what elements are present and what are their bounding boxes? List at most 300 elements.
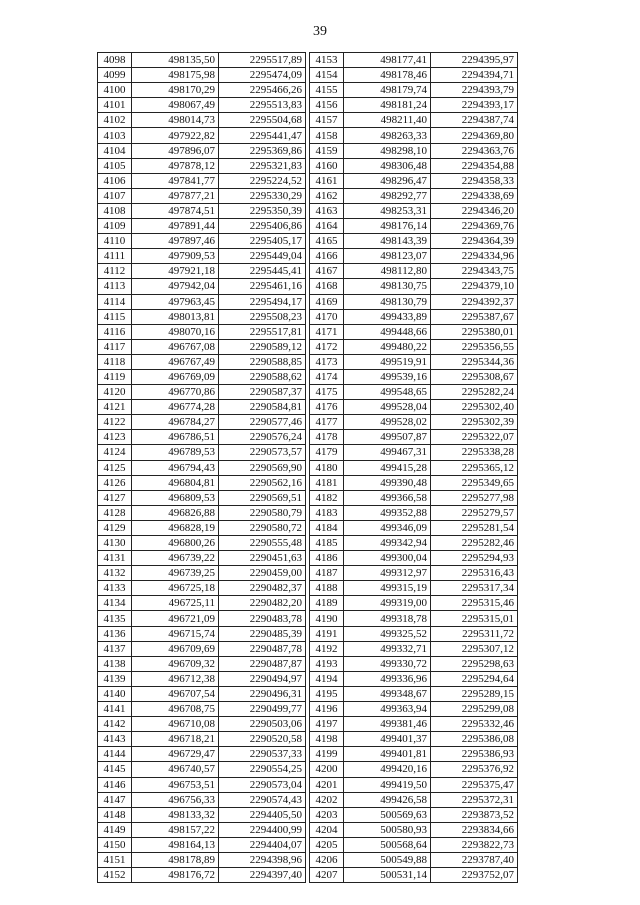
- y-coordinate-cell: 2290574,43: [219, 792, 306, 807]
- y-coordinate-cell: 2295387,67: [431, 309, 518, 324]
- y-coordinate-cell: 2295332,46: [431, 717, 518, 732]
- y-coordinate-cell: 2294334,96: [431, 249, 518, 264]
- x-coordinate-cell: 499348,67: [344, 686, 431, 701]
- point-number-cell: 4138: [98, 656, 132, 671]
- x-coordinate-cell: 496767,49: [132, 354, 219, 369]
- point-number-cell: 4163: [310, 203, 344, 218]
- y-coordinate-cell: 2295311,72: [431, 626, 518, 641]
- x-coordinate-cell: 498306,48: [344, 158, 431, 173]
- point-number-cell: 4165: [310, 234, 344, 249]
- x-coordinate-cell: 499480,22: [344, 339, 431, 354]
- x-coordinate-cell: 496739,22: [132, 551, 219, 566]
- table-row: [310, 868, 518, 883]
- x-coordinate-cell: 497878,12: [132, 158, 219, 173]
- point-number-cell: 4119: [98, 369, 132, 384]
- x-coordinate-cell: 497897,46: [132, 234, 219, 249]
- table-row: [98, 68, 306, 83]
- point-number-cell: 4126: [98, 475, 132, 490]
- x-coordinate-cell: 497909,53: [132, 249, 219, 264]
- table-row: [310, 852, 518, 867]
- y-coordinate-cell: 2290499,77: [219, 702, 306, 717]
- table-row: [310, 656, 518, 671]
- page-number: 39: [313, 24, 327, 39]
- y-coordinate-cell: 2294343,75: [431, 264, 518, 279]
- table-row: [98, 581, 306, 596]
- x-coordinate-cell: 496710,08: [132, 717, 219, 732]
- table-row: [98, 324, 306, 339]
- point-number-cell: 4110: [98, 234, 132, 249]
- x-coordinate-cell: 498298,10: [344, 143, 431, 158]
- point-number-cell: 4200: [310, 762, 344, 777]
- x-coordinate-cell: 499419,50: [344, 777, 431, 792]
- table-row: [98, 219, 306, 234]
- y-coordinate-cell: 2290562,16: [219, 475, 306, 490]
- point-number-cell: 4175: [310, 385, 344, 400]
- y-coordinate-cell: 2294395,97: [431, 53, 518, 68]
- point-number-cell: 4164: [310, 219, 344, 234]
- x-coordinate-cell: 498181,24: [344, 98, 431, 113]
- table-row: [310, 234, 518, 249]
- y-coordinate-cell: 2294404,07: [219, 837, 306, 852]
- table-row: [98, 822, 306, 837]
- x-coordinate-cell: 498176,72: [132, 868, 219, 883]
- y-coordinate-cell: 2294393,79: [431, 83, 518, 98]
- table-row: [310, 566, 518, 581]
- y-coordinate-cell: 2295349,65: [431, 475, 518, 490]
- y-coordinate-cell: 2294379,10: [431, 279, 518, 294]
- point-number-cell: 4142: [98, 717, 132, 732]
- x-coordinate-cell: 497963,45: [132, 294, 219, 309]
- point-number-cell: 4153: [310, 53, 344, 68]
- x-coordinate-cell: 499548,65: [344, 385, 431, 400]
- x-coordinate-cell: 499325,52: [344, 626, 431, 641]
- x-coordinate-cell: 499315,19: [344, 581, 431, 596]
- x-coordinate-cell: 497922,82: [132, 128, 219, 143]
- table-row: [310, 490, 518, 505]
- table-row: [98, 249, 306, 264]
- x-coordinate-cell: 497891,44: [132, 219, 219, 234]
- point-number-cell: 4201: [310, 777, 344, 792]
- x-coordinate-cell: 499390,48: [344, 475, 431, 490]
- x-coordinate-cell: 498179,74: [344, 83, 431, 98]
- x-coordinate-cell: 498014,73: [132, 113, 219, 128]
- point-number-cell: 4118: [98, 354, 132, 369]
- point-number-cell: 4098: [98, 53, 132, 68]
- x-coordinate-cell: 499401,81: [344, 747, 431, 762]
- table-row: [310, 98, 518, 113]
- y-coordinate-cell: 2295449,04: [219, 249, 306, 264]
- table-row: [310, 324, 518, 339]
- table-row: [310, 264, 518, 279]
- table-row: [310, 717, 518, 732]
- y-coordinate-cell: 2290482,37: [219, 581, 306, 596]
- table-row: [310, 807, 518, 822]
- x-coordinate-cell: 499346,09: [344, 520, 431, 535]
- table-row: [310, 128, 518, 143]
- table-row: [98, 203, 306, 218]
- point-number-cell: 4101: [98, 98, 132, 113]
- x-coordinate-cell: 498211,40: [344, 113, 431, 128]
- table-row: [98, 158, 306, 173]
- point-number-cell: 4128: [98, 505, 132, 520]
- table-row: [98, 415, 306, 430]
- x-coordinate-cell: 496784,27: [132, 415, 219, 430]
- table-row: [98, 626, 306, 641]
- y-coordinate-cell: 2295322,07: [431, 430, 518, 445]
- point-number-cell: 4191: [310, 626, 344, 641]
- point-number-cell: 4113: [98, 279, 132, 294]
- table-row: [98, 490, 306, 505]
- point-number-cell: 4198: [310, 732, 344, 747]
- y-coordinate-cell: 2290485,39: [219, 626, 306, 641]
- y-coordinate-cell: 2295376,92: [431, 762, 518, 777]
- table-row: [310, 762, 518, 777]
- table-row: [98, 762, 306, 777]
- coordinates-table-left-body: [98, 53, 306, 883]
- table-row: [310, 415, 518, 430]
- table-row: [310, 369, 518, 384]
- point-number-cell: 4187: [310, 566, 344, 581]
- y-coordinate-cell: 2294405,50: [219, 807, 306, 822]
- y-coordinate-cell: 2295321,83: [219, 158, 306, 173]
- x-coordinate-cell: 498135,50: [132, 53, 219, 68]
- y-coordinate-cell: 2290451,63: [219, 551, 306, 566]
- table-row: [98, 747, 306, 762]
- point-number-cell: 4168: [310, 279, 344, 294]
- point-number-cell: 4170: [310, 309, 344, 324]
- x-coordinate-cell: 499352,88: [344, 505, 431, 520]
- point-number-cell: 4199: [310, 747, 344, 762]
- y-coordinate-cell: 2294387,74: [431, 113, 518, 128]
- table-row: [310, 686, 518, 701]
- x-coordinate-cell: 498067,49: [132, 98, 219, 113]
- table-row: [98, 807, 306, 822]
- y-coordinate-cell: 2294369,80: [431, 128, 518, 143]
- y-coordinate-cell: 2295445,41: [219, 264, 306, 279]
- y-coordinate-cell: 2294338,69: [431, 188, 518, 203]
- point-number-cell: 4140: [98, 686, 132, 701]
- table-row: [98, 777, 306, 792]
- y-coordinate-cell: 2290503,06: [219, 717, 306, 732]
- y-coordinate-cell: 2295517,81: [219, 324, 306, 339]
- y-coordinate-cell: 2295369,86: [219, 143, 306, 158]
- x-coordinate-cell: 499332,71: [344, 641, 431, 656]
- table-row: [310, 671, 518, 686]
- point-number-cell: 4145: [98, 762, 132, 777]
- y-coordinate-cell: 2295386,93: [431, 747, 518, 762]
- point-number-cell: 4184: [310, 520, 344, 535]
- y-coordinate-cell: 2290520,58: [219, 732, 306, 747]
- table-row: [98, 188, 306, 203]
- table-row: [310, 294, 518, 309]
- y-coordinate-cell: 2295406,86: [219, 219, 306, 234]
- y-coordinate-cell: 2295350,39: [219, 203, 306, 218]
- table-row: [310, 581, 518, 596]
- y-coordinate-cell: 2295308,67: [431, 369, 518, 384]
- table-row: [98, 173, 306, 188]
- table-row: [98, 717, 306, 732]
- point-number-cell: 4176: [310, 400, 344, 415]
- x-coordinate-cell: 499539,16: [344, 369, 431, 384]
- table-row: [98, 596, 306, 611]
- y-coordinate-cell: 2294394,71: [431, 68, 518, 83]
- table-row: [310, 837, 518, 852]
- table-row: [98, 641, 306, 656]
- table-row: [98, 264, 306, 279]
- x-coordinate-cell: 499300,04: [344, 551, 431, 566]
- table-row: [98, 83, 306, 98]
- table-row: [98, 143, 306, 158]
- x-coordinate-cell: 499401,37: [344, 732, 431, 747]
- x-coordinate-cell: 499507,87: [344, 430, 431, 445]
- point-number-cell: 4111: [98, 249, 132, 264]
- y-coordinate-cell: 2294369,76: [431, 219, 518, 234]
- x-coordinate-cell: 498143,39: [344, 234, 431, 249]
- x-coordinate-cell: 496828,19: [132, 520, 219, 535]
- x-coordinate-cell: 499381,46: [344, 717, 431, 732]
- y-coordinate-cell: 2290584,81: [219, 400, 306, 415]
- x-coordinate-cell: 498070,16: [132, 324, 219, 339]
- y-coordinate-cell: 2295405,17: [219, 234, 306, 249]
- table-row: [310, 354, 518, 369]
- point-number-cell: 4173: [310, 354, 344, 369]
- point-number-cell: 4182: [310, 490, 344, 505]
- point-number-cell: 4189: [310, 596, 344, 611]
- point-number-cell: 4186: [310, 551, 344, 566]
- x-coordinate-cell: 496712,38: [132, 671, 219, 686]
- table-row: [310, 641, 518, 656]
- y-coordinate-cell: 2295307,12: [431, 641, 518, 656]
- x-coordinate-cell: 496725,18: [132, 581, 219, 596]
- x-coordinate-cell: 496770,86: [132, 385, 219, 400]
- y-coordinate-cell: 2295302,39: [431, 415, 518, 430]
- y-coordinate-cell: 2295372,31: [431, 792, 518, 807]
- x-coordinate-cell: 496774,28: [132, 400, 219, 415]
- point-number-cell: 4203: [310, 807, 344, 822]
- x-coordinate-cell: 496740,57: [132, 762, 219, 777]
- table-row: [310, 445, 518, 460]
- x-coordinate-cell: 497874,51: [132, 203, 219, 218]
- y-coordinate-cell: 2295277,98: [431, 490, 518, 505]
- table-row: [98, 294, 306, 309]
- point-number-cell: 4132: [98, 566, 132, 581]
- y-coordinate-cell: 2290494,97: [219, 671, 306, 686]
- point-number-cell: 4133: [98, 581, 132, 596]
- table-row: [310, 219, 518, 234]
- point-number-cell: 4177: [310, 415, 344, 430]
- x-coordinate-cell: 498296,47: [344, 173, 431, 188]
- x-coordinate-cell: 496725,11: [132, 596, 219, 611]
- y-coordinate-cell: 2290588,62: [219, 369, 306, 384]
- point-number-cell: 4129: [98, 520, 132, 535]
- point-number-cell: 4103: [98, 128, 132, 143]
- point-number-cell: 4158: [310, 128, 344, 143]
- table-row: [98, 53, 306, 68]
- y-coordinate-cell: 2295282,46: [431, 536, 518, 551]
- x-coordinate-cell: 499448,66: [344, 324, 431, 339]
- point-number-cell: 4139: [98, 671, 132, 686]
- y-coordinate-cell: 2293752,07: [431, 868, 518, 883]
- y-coordinate-cell: 2290588,85: [219, 354, 306, 369]
- y-coordinate-cell: 2290587,37: [219, 385, 306, 400]
- point-number-cell: 4180: [310, 460, 344, 475]
- table-row: [310, 279, 518, 294]
- x-coordinate-cell: 498263,33: [344, 128, 431, 143]
- y-coordinate-cell: 2295375,47: [431, 777, 518, 792]
- x-coordinate-cell: 496800,26: [132, 536, 219, 551]
- table-row: [98, 852, 306, 867]
- y-coordinate-cell: 2295356,55: [431, 339, 518, 354]
- point-number-cell: 4159: [310, 143, 344, 158]
- x-coordinate-cell: 499519,91: [344, 354, 431, 369]
- point-number-cell: 4131: [98, 551, 132, 566]
- y-coordinate-cell: 2293822,73: [431, 837, 518, 852]
- point-number-cell: 4141: [98, 702, 132, 717]
- x-coordinate-cell: 499528,02: [344, 415, 431, 430]
- point-number-cell: 4112: [98, 264, 132, 279]
- table-row: [310, 732, 518, 747]
- y-coordinate-cell: 2293834,66: [431, 822, 518, 837]
- y-coordinate-cell: 2295289,15: [431, 686, 518, 701]
- point-number-cell: 4144: [98, 747, 132, 762]
- coordinates-table-left: [97, 52, 306, 883]
- point-number-cell: 4106: [98, 173, 132, 188]
- x-coordinate-cell: 496794,43: [132, 460, 219, 475]
- x-coordinate-cell: 496709,69: [132, 641, 219, 656]
- x-coordinate-cell: 497877,21: [132, 188, 219, 203]
- point-number-cell: 4135: [98, 611, 132, 626]
- point-number-cell: 4123: [98, 430, 132, 445]
- x-coordinate-cell: 496729,47: [132, 747, 219, 762]
- y-coordinate-cell: 2290555,48: [219, 536, 306, 551]
- x-coordinate-cell: 499312,97: [344, 566, 431, 581]
- table-row: [98, 369, 306, 384]
- point-number-cell: 4202: [310, 792, 344, 807]
- y-coordinate-cell: 2295474,09: [219, 68, 306, 83]
- point-number-cell: 4207: [310, 868, 344, 883]
- table-row: [310, 83, 518, 98]
- x-coordinate-cell: 499366,58: [344, 490, 431, 505]
- y-coordinate-cell: 2295330,29: [219, 188, 306, 203]
- table-row: [310, 792, 518, 807]
- point-number-cell: 4167: [310, 264, 344, 279]
- y-coordinate-cell: 2295282,24: [431, 385, 518, 400]
- table-row: [310, 158, 518, 173]
- x-coordinate-cell: 498013,81: [132, 309, 219, 324]
- y-coordinate-cell: 2290576,24: [219, 430, 306, 445]
- point-number-cell: 4116: [98, 324, 132, 339]
- table-row: [310, 475, 518, 490]
- table-row: [310, 53, 518, 68]
- point-number-cell: 4196: [310, 702, 344, 717]
- x-coordinate-cell: 496709,32: [132, 656, 219, 671]
- table-row: [310, 385, 518, 400]
- table-row: [98, 611, 306, 626]
- table-row: [310, 536, 518, 551]
- point-number-cell: 4114: [98, 294, 132, 309]
- y-coordinate-cell: 2290482,20: [219, 596, 306, 611]
- point-number-cell: 4100: [98, 83, 132, 98]
- x-coordinate-cell: 496809,53: [132, 490, 219, 505]
- y-coordinate-cell: 2295294,64: [431, 671, 518, 686]
- x-coordinate-cell: 498164,13: [132, 837, 219, 852]
- table-row: [310, 68, 518, 83]
- y-coordinate-cell: 2295344,36: [431, 354, 518, 369]
- x-coordinate-cell: 499342,94: [344, 536, 431, 551]
- x-coordinate-cell: 498130,75: [344, 279, 431, 294]
- x-coordinate-cell: 496718,21: [132, 732, 219, 747]
- x-coordinate-cell: 496756,33: [132, 792, 219, 807]
- y-coordinate-cell: 2295298,63: [431, 656, 518, 671]
- x-coordinate-cell: 500549,88: [344, 852, 431, 867]
- point-number-cell: 4115: [98, 309, 132, 324]
- table-row: [98, 536, 306, 551]
- y-coordinate-cell: 2295281,54: [431, 520, 518, 535]
- y-coordinate-cell: 2290580,79: [219, 505, 306, 520]
- point-number-cell: 4204: [310, 822, 344, 837]
- table-row: [310, 626, 518, 641]
- point-number-cell: 4099: [98, 68, 132, 83]
- point-number-cell: 4124: [98, 445, 132, 460]
- y-coordinate-cell: 2295380,01: [431, 324, 518, 339]
- y-coordinate-cell: 2293787,40: [431, 852, 518, 867]
- table-row: [98, 354, 306, 369]
- point-number-cell: 4171: [310, 324, 344, 339]
- coordinates-table-right: [309, 52, 518, 883]
- x-coordinate-cell: 500568,64: [344, 837, 431, 852]
- point-number-cell: 4166: [310, 249, 344, 264]
- y-coordinate-cell: 2290487,87: [219, 656, 306, 671]
- point-number-cell: 4121: [98, 400, 132, 415]
- point-number-cell: 4134: [98, 596, 132, 611]
- y-coordinate-cell: 2290459,00: [219, 566, 306, 581]
- x-coordinate-cell: 498177,41: [344, 53, 431, 68]
- point-number-cell: 4149: [98, 822, 132, 837]
- table-row: [98, 445, 306, 460]
- table-row: [310, 505, 518, 520]
- table-row: [310, 203, 518, 218]
- table-row: [310, 460, 518, 475]
- y-coordinate-cell: 2295317,34: [431, 581, 518, 596]
- y-coordinate-cell: 2295504,68: [219, 113, 306, 128]
- table-row: [98, 98, 306, 113]
- point-number-cell: 4150: [98, 837, 132, 852]
- point-number-cell: 4125: [98, 460, 132, 475]
- point-number-cell: 4190: [310, 611, 344, 626]
- point-number-cell: 4192: [310, 641, 344, 656]
- point-number-cell: 4137: [98, 641, 132, 656]
- x-coordinate-cell: 497942,04: [132, 279, 219, 294]
- point-number-cell: 4188: [310, 581, 344, 596]
- x-coordinate-cell: 499319,00: [344, 596, 431, 611]
- table-row: [310, 173, 518, 188]
- table-row: [310, 596, 518, 611]
- x-coordinate-cell: 500569,63: [344, 807, 431, 822]
- point-number-cell: 4105: [98, 158, 132, 173]
- y-coordinate-cell: 2295466,26: [219, 83, 306, 98]
- point-number-cell: 4172: [310, 339, 344, 354]
- x-coordinate-cell: 498175,98: [132, 68, 219, 83]
- table-row: [310, 249, 518, 264]
- table-row: [98, 702, 306, 717]
- table-row: [310, 339, 518, 354]
- y-coordinate-cell: 2295494,17: [219, 294, 306, 309]
- y-coordinate-cell: 2290580,72: [219, 520, 306, 535]
- x-coordinate-cell: 499336,96: [344, 671, 431, 686]
- y-coordinate-cell: 2295461,16: [219, 279, 306, 294]
- table-row: [310, 520, 518, 535]
- y-coordinate-cell: 2295302,40: [431, 400, 518, 415]
